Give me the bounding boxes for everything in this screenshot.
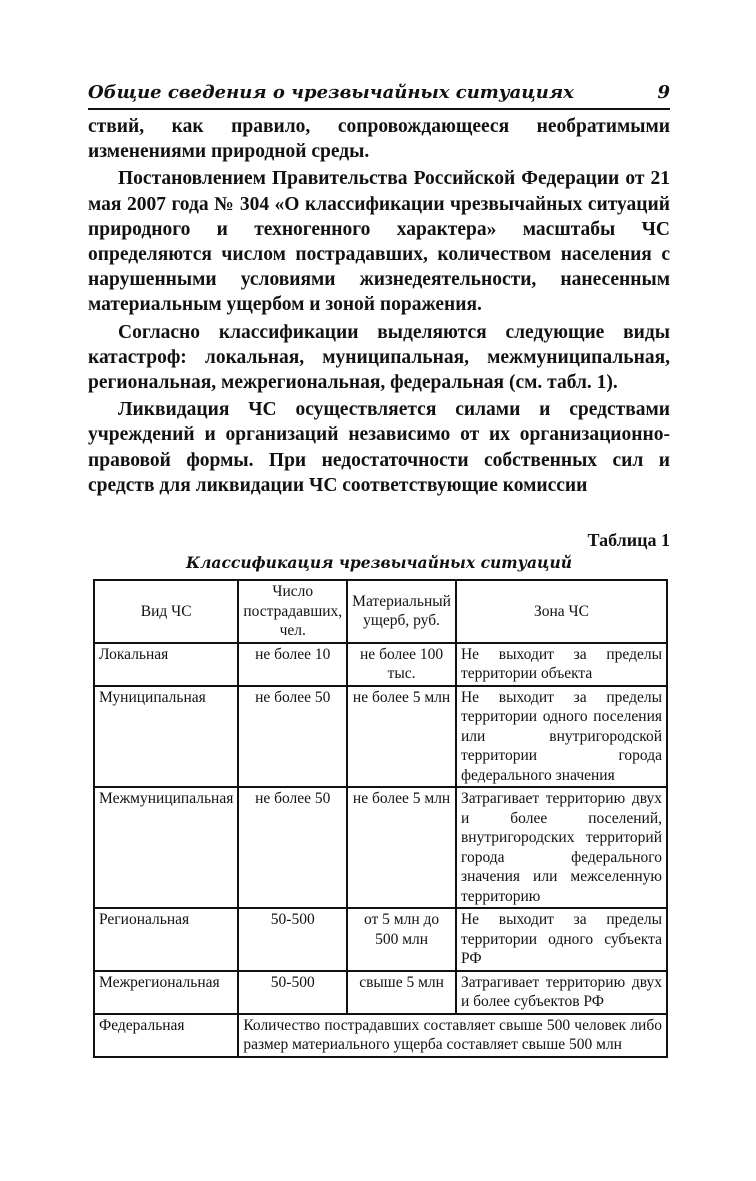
cell-type: Межмуниципальная: [94, 787, 238, 908]
cell-zone: Не выходит за пределы территории одного поселения или внутригородской территории города федерального значения: [456, 686, 667, 788]
cell-type: Локальная: [94, 643, 238, 686]
table-header-row: [94, 580, 667, 643]
body-text: [88, 114, 670, 498]
header-cell: Число пострадавших, чел.: [238, 580, 347, 643]
cell-victims: не более 10: [238, 643, 347, 686]
header-cell: Зона ЧС: [456, 580, 667, 643]
cell-victims: 50-500: [238, 971, 347, 1014]
cell-damage: от 5 млн до 500 млн: [347, 908, 456, 971]
cell-damage: свыше 5 млн: [347, 971, 456, 1014]
cell-victims: не более 50: [238, 787, 347, 908]
table-title: Классификация чрезвычайных ситуаций: [185, 553, 572, 572]
paragraph: Ликвидация ЧС осуществляется силами и средствами учреждений и организаций независимо от их организационно-правовой формы. При недостаточности собственных сил и средств для ликвидации ЧС соответствующие комиссии: [88, 399, 670, 496]
table-row: [94, 643, 667, 686]
header-cell: Материальный ущерб, руб.: [347, 580, 456, 643]
table-row: [94, 787, 667, 908]
table-row: [94, 908, 667, 971]
paragraph: ствий, как правило, сопровождающееся необратимыми изменениями природной среды.: [88, 116, 670, 163]
classification-table: [93, 579, 668, 1058]
cell-zone: Затрагивает территорию двух и более поселений, внутригородских территорий города федерального значения или межселенную территорию: [456, 787, 667, 908]
cell-federal-description: Количество пострадавших составляет свыше 500 человек либо размер материального ущерба составляет свыше 500 млн: [238, 1014, 667, 1057]
paragraph: Постановлением Правительства Российской Федерации от 21 мая 2007 года № 304 «О классификации чрезвычайных ситуаций природного и техногенного характера» масштабы ЧС определяются числом пострадавших, количеством населения с нарушенными условиями жизнедеятельности, нанесенным материальным ущербом и зоной поражения.: [88, 168, 670, 316]
table-caption: Таблица 1: [587, 530, 670, 550]
cell-type: Межрегиональная: [94, 971, 238, 1014]
table-row-federal: [94, 1014, 667, 1057]
cell-zone: Затрагивает территорию двух и более субъектов РФ: [456, 971, 667, 1014]
running-title: Общие сведения о чрезвычайных ситуациях: [88, 82, 574, 103]
cell-damage: не более 100 тыс.: [347, 643, 456, 686]
cell-zone: Не выходит за пределы территории объекта: [456, 643, 667, 686]
cell-victims: 50-500: [238, 908, 347, 971]
table-row: [94, 686, 667, 788]
cell-damage: не более 5 млн: [347, 787, 456, 908]
table-row: [94, 971, 667, 1014]
cell-type: Муниципальная: [94, 686, 238, 788]
cell-victims: не более 50: [238, 686, 347, 788]
paragraph: Согласно классификации выделяются следующие виды катастроф: локальная, муниципальная, межмуниципальная, региональная, межрегиональная, федеральная (см. табл. 1).: [88, 321, 670, 394]
page-number: 9: [657, 82, 670, 103]
cell-type: Федеральная: [94, 1014, 238, 1057]
header-cell: Вид ЧС: [94, 580, 238, 643]
running-header: [88, 82, 670, 110]
cell-zone: Не выходит за пределы территории одного субъекта РФ: [456, 908, 667, 971]
cell-type: Региональная: [94, 908, 238, 971]
cell-damage: не более 5 млн: [347, 686, 456, 788]
